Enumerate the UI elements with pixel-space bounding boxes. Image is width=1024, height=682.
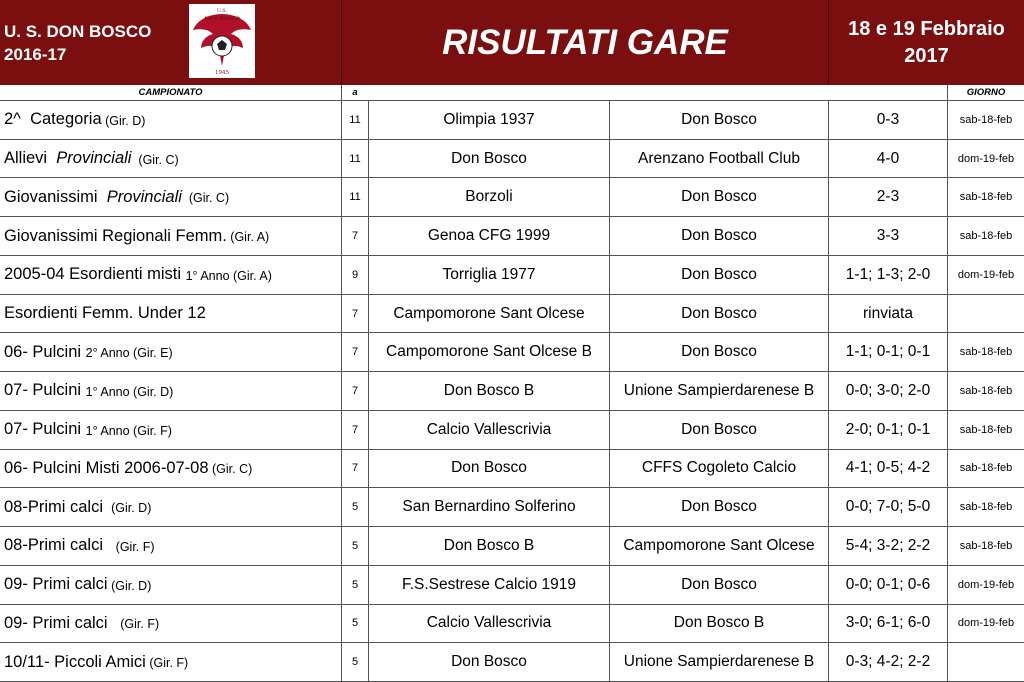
away-team-cell: Campomorone Sant Olcese (609, 527, 828, 565)
category-cell (0, 527, 341, 565)
category-segment: 2^ Categoria (4, 110, 102, 129)
category-segment: 06- Pulcini Misti 2006-07-08 (4, 458, 209, 477)
category-cell (0, 643, 341, 681)
season: 2016-17 (4, 45, 67, 64)
category-segment: (Gir. F) (145, 656, 189, 671)
score-cell: 0-0; 0-1; 0-6 (828, 566, 947, 604)
logo-text-us: U.S. (216, 8, 228, 14)
score-cell: 1-1; 0-1; 0-1 (828, 333, 947, 371)
score-cell: 0-3 (828, 101, 947, 139)
date-days: 18 e 19 Febbraio (848, 17, 1005, 40)
round-cell: 5 (341, 566, 368, 604)
column-header-day: GIORNO (947, 85, 1024, 100)
category-segment: (Gir. C) (131, 152, 179, 167)
table-row (0, 488, 1024, 527)
category-segment: 2° Anno (Gir. E) (85, 346, 173, 361)
home-team-cell: Borzoli (368, 178, 609, 216)
category-cell (0, 101, 341, 139)
score-cell: 0-0; 3-0; 2-0 (828, 372, 947, 410)
category-segment: (Gir. A) (226, 230, 270, 245)
category-segment: Provinciali (56, 149, 132, 168)
table-row (0, 450, 1024, 489)
away-team-cell: Don Bosco B (609, 605, 828, 643)
away-team-cell: Don Bosco (609, 566, 828, 604)
score-cell: 1-1; 1-3; 2-0 (828, 256, 947, 294)
score-cell: 2-3 (828, 178, 947, 216)
day-cell: sab-18-feb (947, 527, 1024, 565)
score-cell: 0-0; 7-0; 5-0 (828, 488, 947, 526)
event-date (829, 0, 1024, 85)
category-segment: 07- Pulcini (4, 420, 86, 439)
table-row (0, 643, 1024, 682)
category-cell (0, 566, 341, 604)
round-cell: 7 (341, 333, 368, 371)
score-cell: 2-0; 0-1; 0-1 (828, 411, 947, 449)
score-cell: 3-3 (828, 217, 947, 255)
day-cell: dom-19-feb (947, 605, 1024, 643)
category-segment: 2005-04 Esordienti misti (4, 265, 186, 284)
home-team-cell: Don Bosco (368, 643, 609, 681)
away-team-cell: Don Bosco (609, 256, 828, 294)
category-cell (0, 372, 341, 410)
category-segment: (Gir. D) (107, 501, 152, 516)
home-team-cell: Calcio Vallescrivia (368, 411, 609, 449)
day-cell: dom-19-feb (947, 140, 1024, 178)
home-team-cell: Campomorone Sant Olcese B (368, 333, 609, 371)
header-divider-left (341, 0, 342, 85)
round-cell: 7 (341, 450, 368, 488)
category-segment: 09- Primi calci (4, 575, 108, 594)
away-team-cell: Don Bosco (609, 295, 828, 333)
round-cell: 5 (341, 605, 368, 643)
category-segment: Provinciali (106, 187, 182, 206)
category-segment: 06- Pulcini (4, 342, 86, 361)
category-cell (0, 333, 341, 371)
day-cell: sab-18-feb (947, 101, 1024, 139)
table-row (0, 372, 1024, 411)
home-team-cell: Olimpia 1937 (368, 101, 609, 139)
away-team-cell: Don Bosco (609, 217, 828, 255)
category-cell (0, 488, 341, 526)
round-cell: 7 (341, 411, 368, 449)
day-cell: sab-18-feb (947, 450, 1024, 488)
score-cell: 0-3; 4-2; 2-2 (828, 643, 947, 681)
round-cell: 7 (341, 372, 368, 410)
day-cell (947, 643, 1024, 681)
page-title: RISULTATI GARE (442, 22, 728, 62)
logo-text-year: 1945 (215, 70, 229, 76)
away-team-cell: Don Bosco (609, 101, 828, 139)
category-segment: Esordienti Femm. Under 12 (4, 304, 206, 323)
category-segment: 10/11- Piccoli Amici (4, 652, 146, 671)
day-cell: sab-18-feb (947, 217, 1024, 255)
table-row (0, 101, 1024, 140)
home-team-cell: Don Bosco (368, 140, 609, 178)
score-cell: 4-0 (828, 140, 947, 178)
round-cell: 5 (341, 527, 368, 565)
table-row (0, 295, 1024, 334)
category-cell (0, 140, 341, 178)
category-segment: 1° Anno (Gir. A) (185, 268, 272, 283)
column-header-category: CAMPIONATO (138, 87, 203, 98)
category-segment: 09- Primi calci (4, 613, 117, 632)
table-row (0, 140, 1024, 179)
away-team-cell: CFFS Cogoleto Calcio (609, 450, 828, 488)
category-segment: Giovanissimi Regionali Femm. (4, 226, 227, 245)
score-cell: 5-4; 3-2; 2-2 (828, 527, 947, 565)
category-segment: (Gir. C) (208, 462, 253, 477)
home-team-cell: F.S.Sestrese Calcio 1919 (368, 566, 609, 604)
table-row (0, 178, 1024, 217)
day-cell: sab-18-feb (947, 333, 1024, 371)
day-cell: sab-18-feb (947, 178, 1024, 216)
round-cell: 11 (341, 101, 368, 139)
column-header-row (0, 85, 1024, 101)
round-cell: 11 (341, 178, 368, 216)
table-row (0, 605, 1024, 644)
category-segment: (Gir. F) (112, 539, 155, 554)
score-cell: 3-0; 6-1; 6-0 (828, 605, 947, 643)
round-cell: 11 (341, 140, 368, 178)
category-cell (0, 411, 341, 449)
home-team-cell: Campomorone Sant Olcese (368, 295, 609, 333)
club-name: U. S. DON BOSCO (4, 22, 152, 41)
category-cell (0, 295, 341, 333)
day-cell: sab-18-feb (947, 372, 1024, 410)
away-team-cell: Don Bosco (609, 411, 828, 449)
day-cell: sab-18-feb (947, 488, 1024, 526)
away-team-cell: Don Bosco (609, 178, 828, 216)
category-segment: (Gir. D) (107, 578, 152, 593)
category-segment: 1° Anno (Gir. F) (85, 423, 172, 438)
category-segment: 1° Anno (Gir. D) (85, 384, 174, 399)
category-segment: (Gir. C) (181, 191, 230, 206)
table-row (0, 527, 1024, 566)
category-cell (0, 605, 341, 643)
table-row (0, 333, 1024, 372)
table-row (0, 217, 1024, 256)
score-cell: 4-1; 0-5; 4-2 (828, 450, 947, 488)
away-team-cell: Unione Sampierdarenese B (609, 643, 828, 681)
day-cell: dom-19-feb (947, 566, 1024, 604)
home-team-cell: Calcio Vallescrivia (368, 605, 609, 643)
away-team-cell: Don Bosco (609, 333, 828, 371)
home-team-cell: Torriglia 1977 (368, 256, 609, 294)
home-team-cell: San Bernardino Solferino (368, 488, 609, 526)
round-cell: 5 (341, 488, 368, 526)
day-cell: sab-18-feb (947, 411, 1024, 449)
table-row (0, 566, 1024, 605)
category-segment: (Gir. F) (116, 617, 160, 632)
table-row (0, 411, 1024, 450)
club-block (4, 20, 151, 66)
category-cell (0, 217, 341, 255)
column-header-round: a (341, 85, 368, 100)
category-segment: (Gir. D) (101, 113, 146, 128)
logo-text-name: DON BOSCO (204, 16, 240, 22)
category-segment: 08-Primi calci (4, 536, 113, 555)
category-cell (0, 450, 341, 488)
header-divider-right (828, 0, 829, 85)
category-segment: Giovanissimi (4, 187, 107, 206)
day-cell (947, 295, 1024, 333)
home-team-cell: Don Bosco B (368, 527, 609, 565)
round-cell: 7 (341, 295, 368, 333)
round-cell: 9 (341, 256, 368, 294)
date-year: 2017 (904, 44, 949, 67)
header-band (0, 0, 1024, 85)
home-team-cell: Genoa CFG 1999 (368, 217, 609, 255)
home-team-cell: Don Bosco B (368, 372, 609, 410)
round-cell: 7 (341, 217, 368, 255)
category-segment: Allievi (4, 149, 57, 168)
home-team-cell: Don Bosco (368, 450, 609, 488)
away-team-cell: Don Bosco (609, 488, 828, 526)
away-team-cell: Arenzano Football Club (609, 140, 828, 178)
round-cell: 5 (341, 643, 368, 681)
category-segment: 08-Primi calci (4, 497, 108, 516)
table-row (0, 256, 1024, 295)
day-cell: dom-19-feb (947, 256, 1024, 294)
category-cell (0, 256, 341, 294)
club-logo (189, 4, 255, 78)
away-team-cell: Unione Sampierdarenese B (609, 372, 828, 410)
score-cell: rinviata (828, 295, 947, 333)
category-segment: 07- Pulcini (4, 381, 86, 400)
category-cell (0, 178, 341, 216)
